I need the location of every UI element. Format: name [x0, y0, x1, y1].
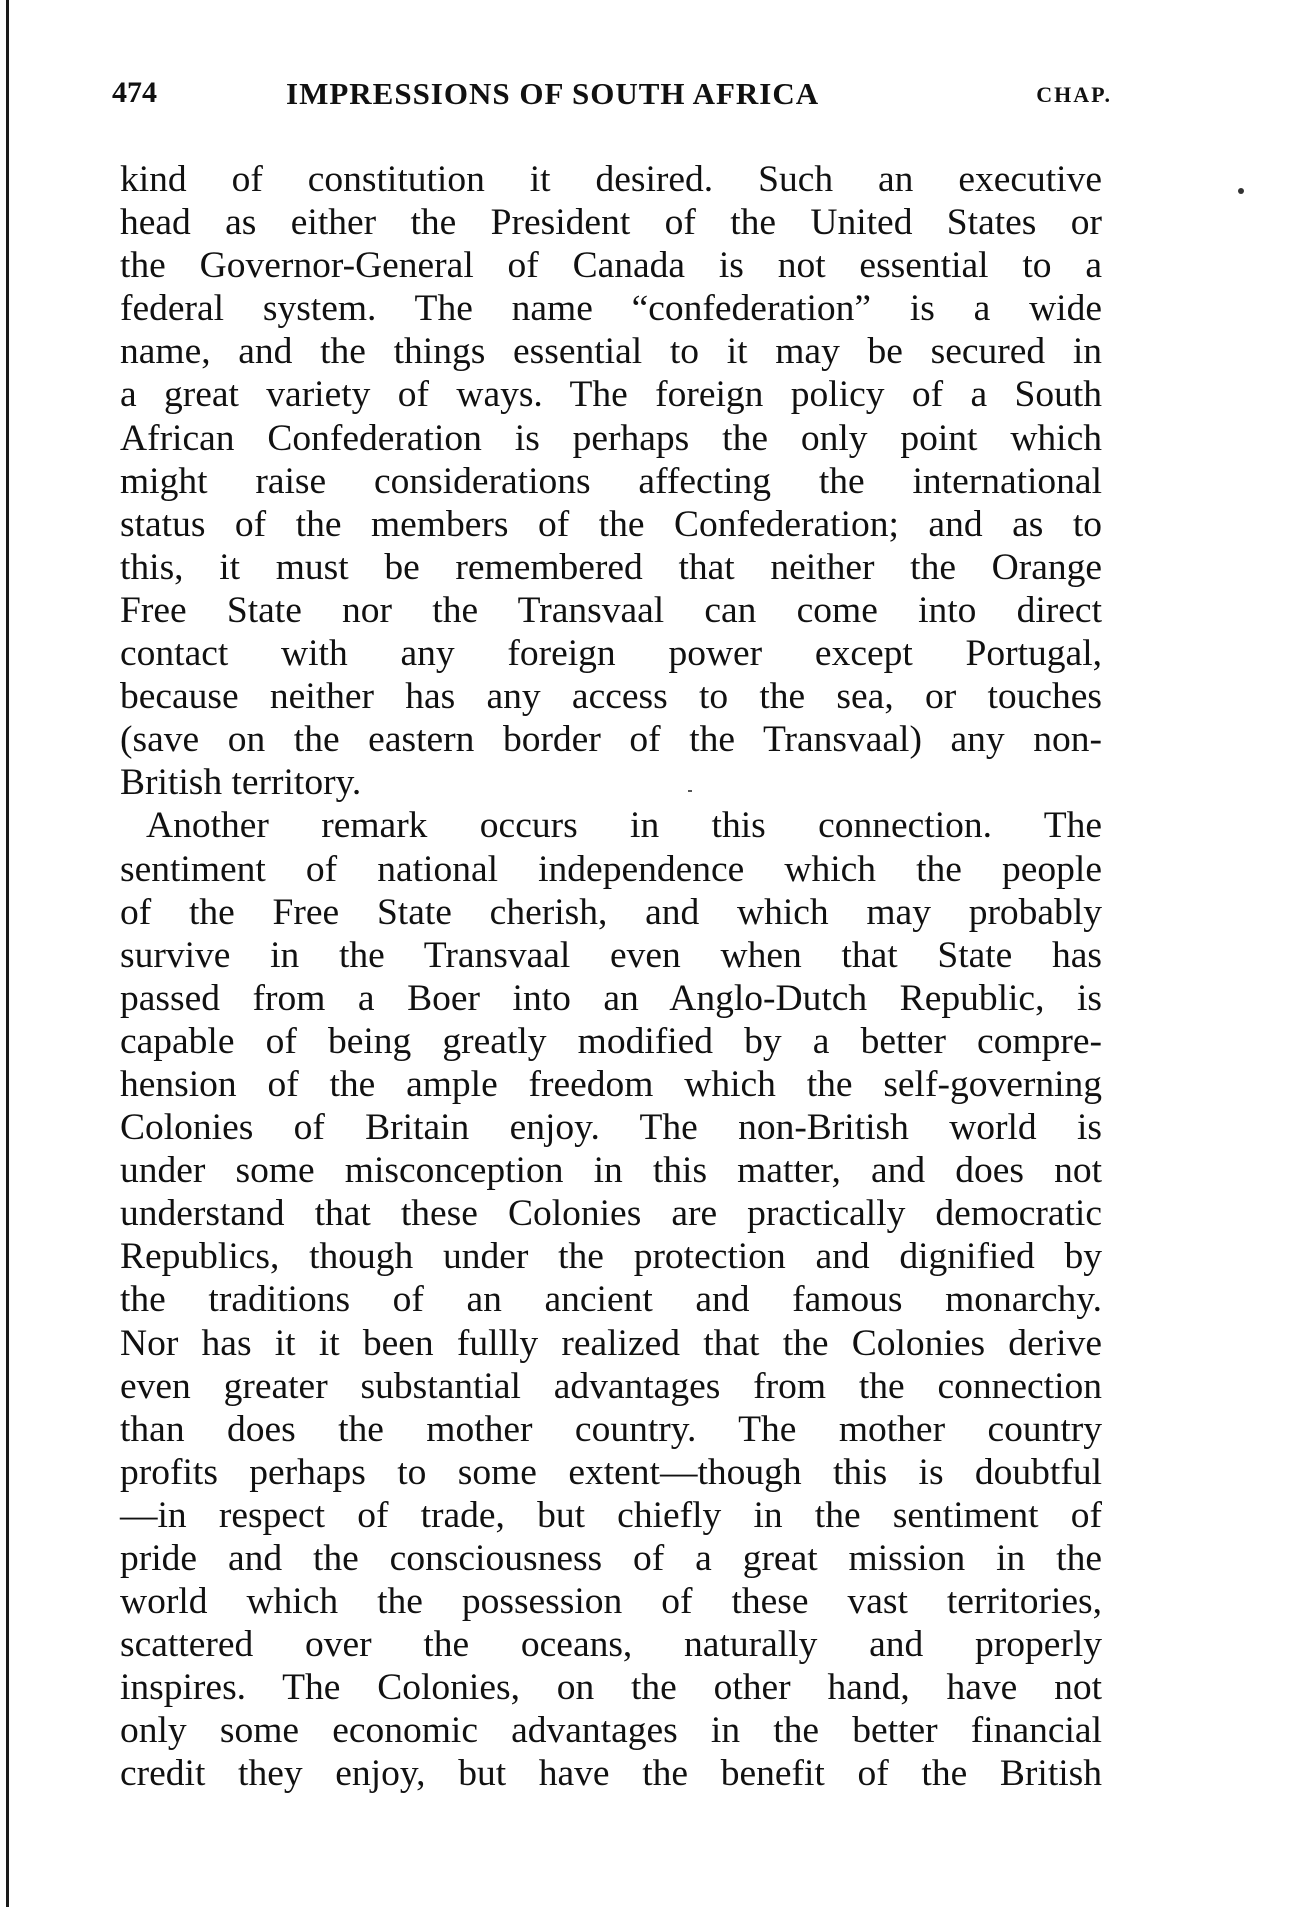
margin-mark [1238, 188, 1244, 194]
text-line: Colonies of Britain enjoy. The non-British world is [120, 1107, 1102, 1149]
text-line: status of the members of the Confederation; and as to [120, 503, 1102, 545]
text-line: even greater substantial advantages from the connection [120, 1365, 1102, 1407]
text-line: —in respect of trade, but chiefly in the sentiment of [120, 1494, 1102, 1536]
text-line: only some economic advantages in the better financial [120, 1710, 1102, 1752]
text-line: capable of being greatly modified by a better compre- [120, 1020, 1102, 1062]
text-line: Nor has it it been fullly realized that the Colonies derive [120, 1322, 1102, 1364]
text-line: Free State nor the Transvaal can come into direct [120, 589, 1102, 631]
chapter-label: CHAP. [1036, 82, 1112, 107]
running-title: IMPRESSIONS OF SOUTH AFRICA [286, 76, 820, 111]
text-line: federal system. The name “confederation” is a wide [120, 288, 1102, 330]
body-text [120, 158, 1102, 1796]
page-number: 474 [112, 76, 157, 109]
text-line: under some misconception in this matter, and does not [120, 1150, 1102, 1192]
text-line: understand that these Colonies are practically democratic [120, 1193, 1102, 1235]
text-line: this, it must be remembered that neither the Orange [120, 546, 1102, 588]
text-line: profits perhaps to some extent—though this is doubtful [120, 1451, 1102, 1493]
text-line: the Governor-General of Canada is not essential to a [120, 245, 1102, 287]
paragraph-start-line: Another remark occurs in this connection. The [146, 805, 1102, 847]
text-line: credit they enjoy, but have the benefit of the British [120, 1753, 1102, 1795]
text-line: inspires. The Colonies, on the other hand, have not [120, 1667, 1102, 1709]
text-line: scattered over the oceans, naturally and properly [120, 1624, 1102, 1666]
text-line: because neither has any access to the sea, or touches [120, 676, 1102, 718]
text-line: kind of constitution it desired. Such an executive [120, 159, 1102, 200]
text-line: passed from a Boer into an Anglo-Dutch Republic, is [120, 977, 1102, 1019]
text-line: of the Free State cherish, and which may probably [120, 891, 1102, 933]
text-line: sentiment of national independence which the people [120, 848, 1102, 890]
text-line: contact with any foreign power except Portugal, [120, 633, 1102, 675]
paragraph-end-line: British territory. [120, 762, 362, 804]
text-line: pride and the consciousness of a great mission in the [120, 1538, 1102, 1579]
text-line: a great variety of ways. The foreign policy of a South [120, 374, 1102, 416]
text-line: might raise considerations affecting the international [120, 460, 1102, 502]
text-line: (save on the eastern border of the Transvaal) any non- [120, 719, 1102, 761]
text-line: name, and the things essential to it may be secured in [120, 331, 1102, 373]
text-line: African Confederation is perhaps the only point which [120, 417, 1102, 459]
text-line: head as either the President of the United States or [120, 202, 1102, 244]
text-line: hension of the ample freedom which the self-governing [120, 1063, 1102, 1105]
text-line: the traditions of an ancient and famous monarchy. [120, 1279, 1102, 1321]
text-line: world which the possession of these vast territories, [120, 1581, 1102, 1623]
text-line: than does the mother country. The mother country [120, 1408, 1102, 1450]
text-line: survive in the Transvaal even when that State has [120, 934, 1102, 976]
running-head [112, 76, 1112, 116]
text-line: Republics, though under the protection and dignified by [120, 1236, 1102, 1278]
